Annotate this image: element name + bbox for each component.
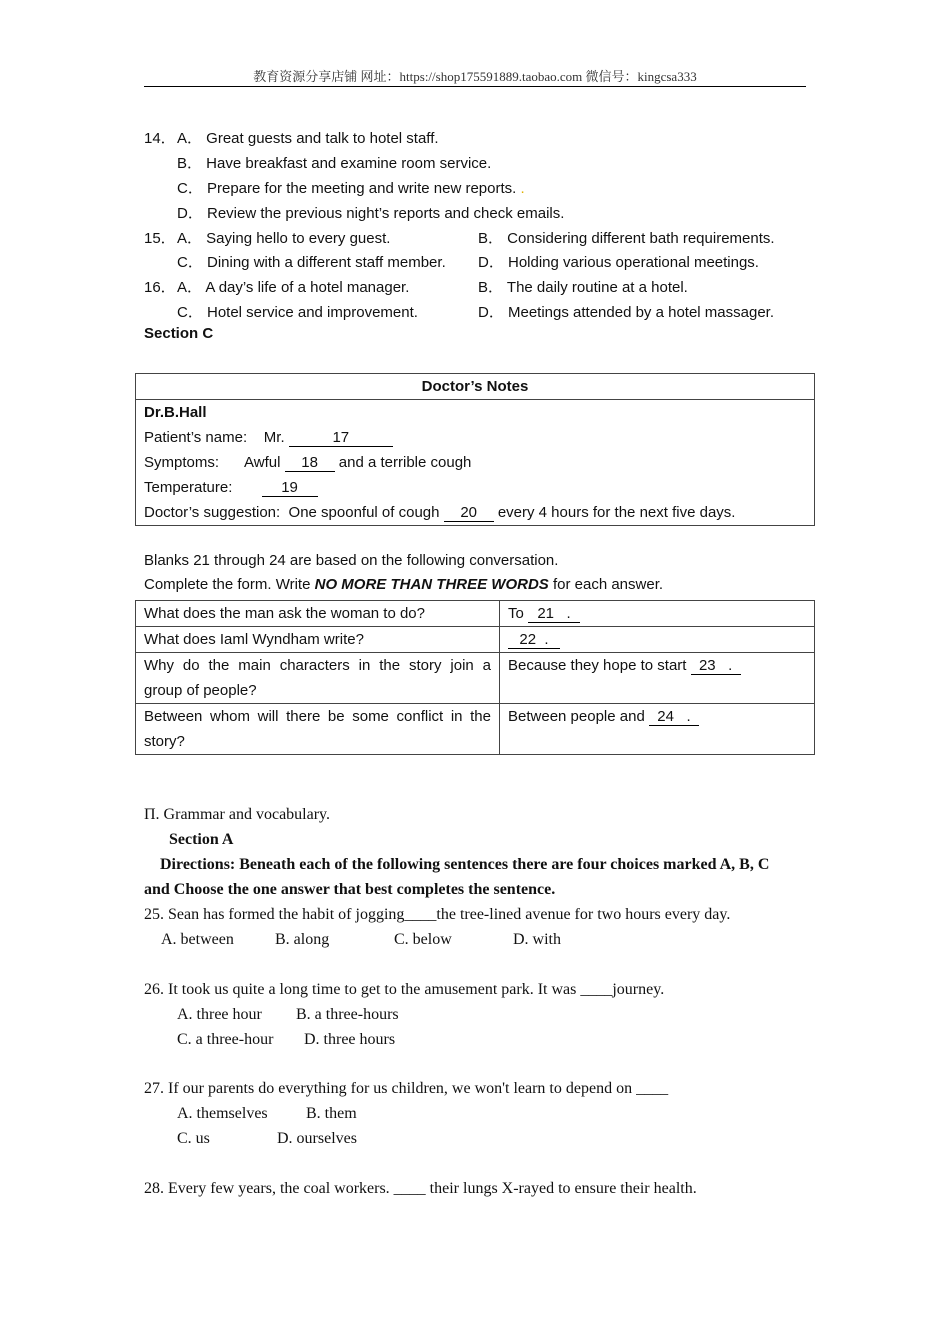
section-c-heading: Section C bbox=[144, 325, 214, 342]
q25-option-d: D. with bbox=[513, 931, 561, 948]
q28-stem: 28. Every few years, the coal workers. ____ their lungs X-rayed to ensure their health. bbox=[144, 1180, 697, 1197]
q27-option-d: D. ourselves bbox=[277, 1130, 357, 1147]
grammar-directions-line1: Directions: Beneath each of the following sentences there are four choices marked A, B, C bbox=[160, 856, 770, 873]
q26-option-b: B. a three-hours bbox=[296, 1006, 399, 1023]
blank-19: 19 bbox=[262, 479, 318, 497]
q16-option-d: D． Meetings attended by a hotel massager. bbox=[478, 304, 775, 321]
q26-stem: 26. It took us quite a long time to get to the amusement park. It was ____journey. bbox=[144, 981, 665, 998]
form-question-23: Why do the main characters in the story join a group of people? bbox=[136, 653, 500, 704]
q16-option-c: C． Hotel service and improvement. bbox=[177, 304, 418, 321]
doctor-name: Dr.B.Hall bbox=[144, 404, 207, 421]
q14-option-a: A． Great guests and talk to hotel staff. bbox=[177, 130, 439, 147]
table-row bbox=[136, 653, 815, 704]
form-answer-24: Between people and 24 . bbox=[500, 704, 815, 755]
suggestion-row: Doctor’s suggestion: One spoonful of cough 20 every 4 hours for the next five days. bbox=[144, 504, 736, 521]
q16-option-a: A． A day’s life of a hotel manager. bbox=[177, 279, 410, 296]
conversation-intro: Blanks 21 through 24 are based on the following conversation. bbox=[144, 552, 559, 569]
q16-number: 16． bbox=[144, 279, 176, 296]
q27-option-b: B. them bbox=[306, 1105, 357, 1122]
blank-23: 23 . bbox=[691, 657, 741, 675]
blank-21: 21 . bbox=[528, 605, 580, 623]
patient-name-row: Patient’s name: Mr. 17 bbox=[144, 425, 806, 450]
conversation-instruction: Complete the form. Write NO MORE THAN THREE WORDS for each answer. bbox=[144, 576, 664, 593]
q25-option-a: A. between bbox=[161, 931, 234, 948]
q15-option-b: B． Considering different bath requirements. bbox=[478, 230, 775, 247]
q25-option-c: C. below bbox=[394, 931, 452, 948]
blank-18: 18 bbox=[285, 454, 335, 472]
symptoms-row: Symptoms: Awful 18 and a terrible cough bbox=[144, 454, 472, 471]
grammar-title: Π. Grammar and vocabulary. bbox=[144, 806, 330, 823]
blank-17: 17 bbox=[289, 429, 393, 447]
form-question-21: What does the man ask the woman to do? bbox=[136, 601, 500, 627]
q14-option-b: B． Have breakfast and examine room service. bbox=[177, 155, 492, 172]
q15-option-c: C． Dining with a different staff member. bbox=[177, 254, 446, 271]
q15-option-d: D． Holding various operational meetings. bbox=[478, 254, 759, 271]
conversation-form-table bbox=[135, 600, 815, 755]
form-answer-22 bbox=[500, 627, 815, 653]
q27-stem: 27. If our parents do everything for us children, we won't learn to depend on ____ bbox=[144, 1080, 669, 1097]
q15-option-a: A． Saying hello to every guest. bbox=[177, 230, 391, 247]
form-question-24: Between whom will there be some conflict in the story? bbox=[136, 704, 500, 755]
q14-option-c: C． Prepare for the meeting and write new reports. . bbox=[177, 180, 525, 197]
table-row bbox=[136, 704, 815, 755]
page-header: 教育资源分享店铺 网址：https://shop175591889.taobao.com 微信号：kingcsa333 bbox=[253, 69, 697, 84]
stray-mark: . bbox=[520, 180, 525, 197]
doctor-notes-title: Doctor’s Notes bbox=[136, 374, 815, 400]
doctor-notes-body bbox=[136, 400, 815, 526]
temperature-row: Temperature: 19 bbox=[144, 475, 806, 500]
q26-option-c: C. a three-hour bbox=[177, 1031, 274, 1048]
q25-stem: 25. Sean has formed the habit of jogging____the tree-lined avenue for two hours every day. bbox=[144, 906, 731, 923]
q15-number: 15． bbox=[144, 230, 176, 247]
blank-22: 22 . bbox=[508, 631, 560, 649]
form-question-22: What does Iaml Wyndham write? bbox=[136, 627, 500, 653]
q27-option-a: A. themselves bbox=[177, 1105, 268, 1122]
doctor-notes-table bbox=[135, 373, 815, 526]
q14-option-d: D． Review the previous night’s reports and check emails. bbox=[177, 205, 565, 222]
q26-option-d: D. three hours bbox=[304, 1031, 396, 1048]
q26-option-a: A. three hour bbox=[177, 1006, 262, 1023]
q16-option-b: B． The daily routine at a hotel. bbox=[478, 279, 688, 296]
header-rule bbox=[144, 86, 806, 87]
q27-option-c: C. us bbox=[177, 1130, 210, 1147]
form-answer-21: To 21 . bbox=[500, 601, 815, 627]
grammar-directions-line2: and Choose the one answer that best completes the sentence. bbox=[144, 881, 556, 898]
form-answer-23: Because they hope to start 23 . bbox=[500, 653, 815, 704]
q14-number: 14． bbox=[144, 130, 176, 147]
table-row bbox=[136, 627, 815, 653]
table-row bbox=[136, 601, 815, 627]
q25-option-b: B. along bbox=[275, 931, 330, 948]
blank-24: 24 . bbox=[649, 708, 699, 726]
grammar-section-a: Section A bbox=[169, 831, 234, 848]
blank-20: 20 bbox=[444, 504, 494, 522]
